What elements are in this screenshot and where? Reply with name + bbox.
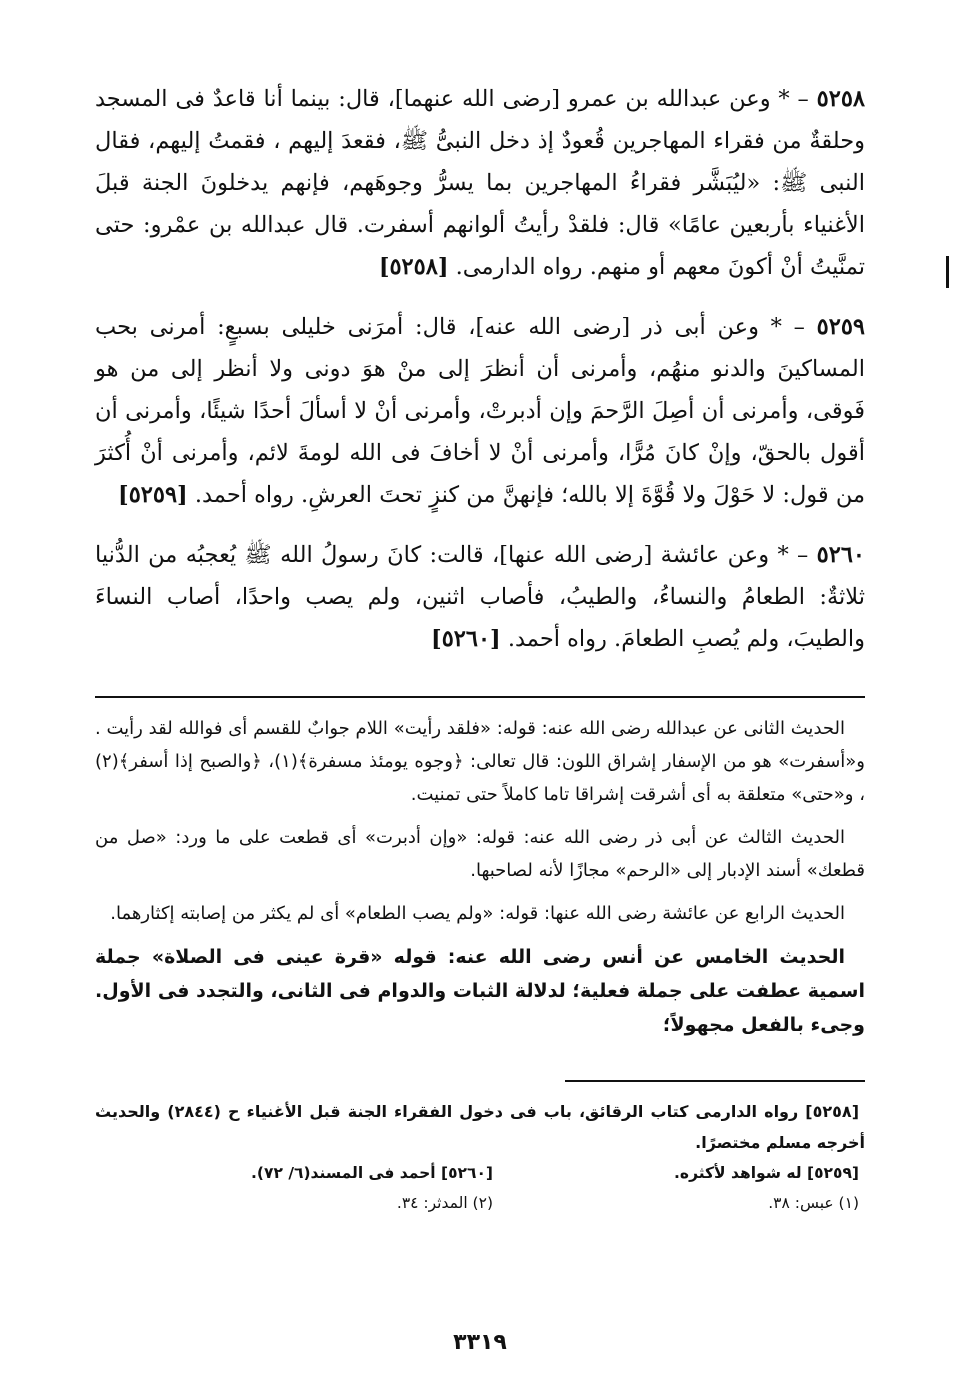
quran-footnote-1: (١) عبس: ٣٨. (768, 1194, 859, 1212)
hadith-number: ٥٢٦٠ (816, 542, 866, 568)
hadith-reference: [٥٢٥٩] (118, 482, 188, 508)
hadith-text: – * وعن عائشة [رضى الله عنها]، قالت: كانَ رسولُ الله ﷺ يُعجبُه من الدُّنيا ثلاثةٌ: الطعامُ والنساءُ، والطيبُ، فأصاب اثنين، ولم يصب واحدًا، أصاب النساءَ والطيبَ، ولم يُصبِ الطعامَ. رواه أحمد. (95, 542, 865, 652)
commentary-note-4: الحديث الرابع عن عائشة رضى الله عنها: قوله: «ولم يصب الطعام» أى لم يكثر من إصابته إكثارهما. (110, 903, 845, 924)
footnote-5260: [٥٢٦٠] أحمد فى المسند(٦/ ٧٢). (251, 1164, 493, 1182)
page-body (95, 78, 865, 1218)
page-number: ٣٣١٩ (453, 1330, 507, 1355)
hadith-text: – * وعن أبى ذر [رضى الله عنه]، قال: أمرَنى خليلى بسبعٍ: أمرنى بحب المساكينَ والدنو منهُم، وأمرنى أن أنظرَ إلى منْ هوَ دونى ولا أنظر إلى من هو فَوقى، وأمرنى أن أصِلَ الرَّحمَ وإن أدبرتْ، وأمرنى أنْ لا أسألَ أحدًا شيئًا، وأمرنى أن أقول بالحقّ، وإنْ كانَ مُرًّا، وأمرنى أنْ لا أخافَ فى الله لومةَ لائم، وأمرنى أنْ أُكثرَ من قول: لا حَوْلَ ولا قُوَّةَ إلا بالله؛ فإنهنَّ من كنزٍ تحتَ العرشِ. رواه أحمد. (95, 314, 865, 508)
hadith-text: – * وعن عبدالله بن عمرو [رضى الله عنهما]، قال: بينما أنا قاعدٌ فى المسجد وحلقةٌ من فقراء المهاجرين قُعودٌ إذ دخل النبىُّ ﷺ، فقعدَ إليهم ، فقمتُ إليهم، فقال النبى ﷺ: «ليُبَشَّر فقراءُ المهاجرين بما يسرُّ وجوهَهم، فإنهم يدخلونَ الجنة قبلَ الأغنياء بأربعين عامًا» قال: فلقدْ رأيتُ ألوانهم أسفرت. قال عبدالله بن عمْرو: حتى تمنَّيتُ أنْ أكونَ معهم أو منهم. رواه الدارمى. (95, 86, 865, 280)
commentary-note-2: الحديث الثانى عن عبدالله رضى الله عنه: قوله: «فلقد رأيت» اللام جوابٌ للقسم أى فوالله لقد رأيت . و«أسفرت» هو من الإسفار إشراق اللون: قال تعالى: ﴿وجوه يومئذ مسفرة﴾(١)، ﴿والصبح إذا أسفر﴾(٢) ، و«حتى» متعلقة به أى أشرقت إشراقا تاما كاملاً حتى تمنيت. (95, 718, 865, 805)
hadith-5259 (95, 306, 865, 516)
margin-mark (946, 256, 949, 288)
hadith-5260 (95, 534, 865, 660)
footnote-5259: [٥٢٥٩] له شواهد لأكثره. (674, 1164, 859, 1182)
footnote-row-1 (95, 1158, 865, 1188)
footnote-row-2 (95, 1188, 865, 1218)
quran-footnote-2: (٢) المدثر: ٣٤. (396, 1194, 493, 1212)
hadith-number: ٥٢٥٨ (816, 86, 865, 112)
hadith-number: ٥٢٥٩ (816, 314, 865, 340)
footnote-divider (565, 1080, 865, 1082)
hadith-reference: [٥٢٥٨] (378, 254, 449, 280)
commentary-note-5: الحديث الخامس عن أنس رضى الله عنه: قوله «قرة عينى فى الصلاة» جملة اسمية عطفت على جملة فعلية؛ لدلالة الثبات والدوام فى الثانى، والتجدد فى الأول. وجىء بالفعل مجهولاً؛ (95, 946, 865, 1036)
footnote-5258: [٥٢٥٨] رواه الدارمى كتاب الرقائق، باب فى دخول الفقراء الجنة قبل الأغنياء ح (٢٨٤٤) والحديث أخرجه مسلم مختصرًا. (95, 1102, 865, 1152)
commentary-divider (95, 696, 865, 698)
hadith-5258 (95, 78, 865, 288)
commentary-note-3: الحديث الثالث عن أبى ذر رضى الله عنه: قوله: «وإن أدبرت» أى قطعت على ما ورد: «صل من قطعك» أسند الإدبار إلى «الرحم» مجازًا لأنه لصاحبها. (95, 827, 865, 881)
hadith-reference: [٥٢٦٠] (431, 626, 501, 652)
